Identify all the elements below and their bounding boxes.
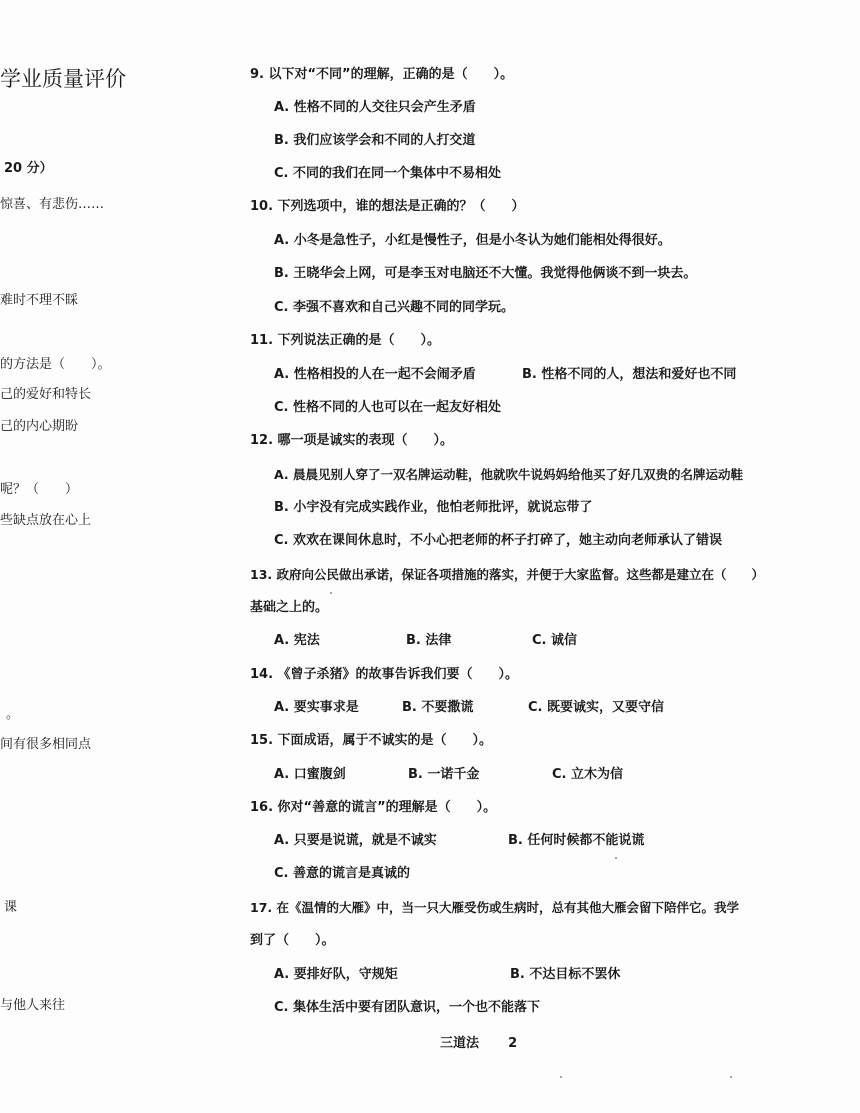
left-fragment: 呢？（ ） (0, 482, 79, 497)
left-fragment: 20 分） (4, 161, 53, 176)
left-fragment: 的方法是（ ）。 (0, 357, 111, 372)
question-14-option-c: C. 既要诚实，又要守信 (528, 700, 665, 715)
question-10-text: 10. 下列选项中，谁的想法是正确的？（ ） (250, 199, 525, 214)
question-9-option-a: A. 性格不同的人交往只会产生矛盾 (274, 100, 476, 115)
question-15-option-a: A. 口蜜腹剑 (274, 767, 346, 782)
question-17-option-c: C. 集体生活中要有团队意识，一个也不能落下 (274, 1000, 541, 1015)
footer-subject: 三道法 (440, 1036, 480, 1051)
left-title: 学业质量评价 (0, 67, 126, 91)
question-16-option-a: A. 只要是说谎，就是不诚实 (274, 833, 437, 848)
question-15-option-c: C. 立木为信 (552, 767, 624, 782)
question-11-option-a: A. 性格相投的人在一起不会闹矛盾 (274, 367, 476, 382)
question-12-option-b: B. 小宇没有完成实践作业，他怕老师批评，就说忘带了 (274, 500, 593, 515)
question-14-option-b: B. 不要撒谎 (402, 700, 474, 715)
question-13-option-a: A. 宪法 (274, 633, 320, 648)
question-13-text-cont: 基础之上的。 (250, 600, 329, 615)
left-fragment: 课 (4, 900, 18, 915)
question-11-option-b: B. 性格不同的人，想法和爱好也不同 (522, 367, 737, 382)
scan-speck (615, 857, 617, 859)
left-fragment: 间有很多相同点 (0, 737, 92, 752)
question-17-option-b: B. 不达目标不罢休 (510, 967, 621, 982)
question-11-text: 11. 下列说法正确的是（ ）。 (250, 333, 441, 348)
question-17-text-cont: 到了（ ）。 (250, 933, 335, 948)
question-12-text: 12. 哪一项是诚实的表现（ ）。 (250, 433, 454, 448)
left-fragment: 些缺点放在心上 (0, 513, 92, 528)
scan-speck (330, 592, 332, 594)
question-15-option-b: B. 一诺千金 (408, 767, 480, 782)
question-17-option-a: A. 要排好队，守规矩 (274, 967, 398, 982)
scan-speck (730, 1076, 732, 1078)
question-11-option-c: C. 性格不同的人也可以在一起友好相处 (274, 400, 502, 415)
question-13-text: 13. 政府向公民做出承诺，保证各项措施的落实，并便于大家监督。这些都是建立在（ ） (250, 567, 764, 582)
left-fragment: 惊喜、有悲伤…… (0, 197, 105, 212)
question-10-option-b: B. 王晓华会上网，可是李玉对电脑还不大懂。我觉得他俩谈不到一块去。 (274, 266, 697, 281)
question-9-text: 9. 以下对“不同”的理解，正确的是（ ）。 (250, 67, 514, 82)
question-14-option-a: A. 要实事求是 (274, 700, 359, 715)
question-12-option-a: A. 晨晨见别人穿了一双名牌运动鞋，他就吹牛说妈妈给他买了好几双贵的名牌运动鞋 (274, 467, 744, 482)
question-10-option-a: A. 小冬是急性子，小红是慢性子，但是小冬认为她们能相处得很好。 (274, 233, 671, 248)
question-16-text: 16. 你对“善意的谎言”的理解是（ ）。 (250, 800, 497, 815)
scan-speck (560, 1076, 562, 1078)
question-13-option-c: C. 诚信 (532, 633, 578, 648)
question-10-option-c: C. 李强不喜欢和自己兴趣不同的同学玩。 (274, 300, 515, 315)
question-9-option-b: B. 我们应该学会和不同的人打交道 (274, 133, 476, 148)
question-9-option-c: C. 不同的我们在同一个集体中不易相处 (274, 166, 502, 181)
left-fragment: 己的爱好和特长 (0, 387, 92, 402)
question-16-option-b: B. 任何时候都不能说谎 (508, 833, 645, 848)
question-15-text: 15. 下面成语，属于不诚实的是（ ）。 (250, 733, 493, 748)
page-footer (440, 1032, 517, 1051)
left-fragment: 难时不理不睬 (0, 293, 79, 308)
question-14-text: 14. 《曾子杀猪》的故事告诉我们要（ ）。 (250, 667, 519, 682)
question-13-option-b: B. 法律 (406, 633, 452, 648)
question-16-option-c: C. 善意的谎言是真诚的 (274, 866, 411, 881)
left-fragment: 与他人来往 (0, 998, 66, 1013)
question-17-text: 17. 在《温情的大雁》中，当一只大雁受伤或生病时，总有其他大雁会留下陪伴它。我学 (250, 900, 739, 915)
question-12-option-c: C. 欢欢在课间休息时，不小心把老师的杯子打碎了，她主动向老师承认了错误 (274, 533, 723, 548)
footer-page-number: 2 (508, 1036, 518, 1051)
left-fragment: 。 (6, 707, 20, 722)
left-fragment: 己的内心期盼 (0, 419, 79, 434)
